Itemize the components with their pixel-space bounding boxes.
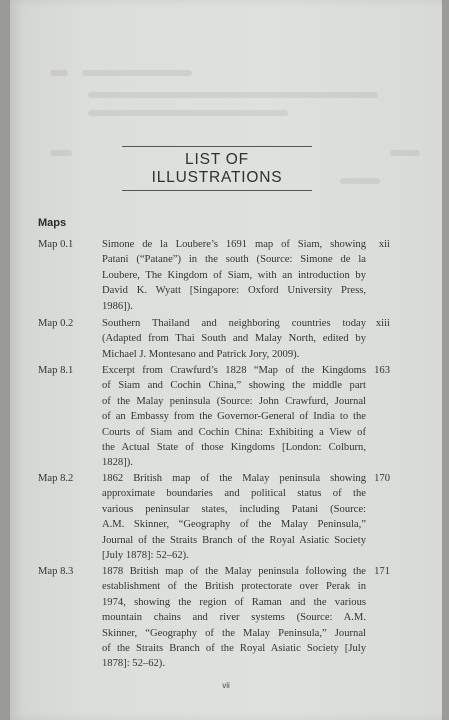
caption-line: Excerpt from Crawfurd’s 1828 “Map of the Kingdoms	[102, 365, 366, 376]
entry-page-number: xii	[378, 239, 390, 250]
caption-line: 1878]: 52–62).	[102, 658, 165, 670]
page-number: vii	[222, 681, 230, 690]
caption-line: (Adapted from Thai South and Malay North, edited by	[102, 333, 366, 345]
caption-line: Courts of Siam and Cochin China: Exhibiting a View of	[102, 426, 366, 438]
entry-label: Map 8.1	[38, 365, 74, 376]
heading-rule-bottom	[122, 190, 312, 191]
entry-label: Map 0.1	[38, 239, 74, 250]
page-title: LIST OF ILLUSTRATIONS	[151, 151, 283, 186]
caption-line: Loubere, The Kingdom of Siam, with an introduction by	[102, 269, 366, 281]
caption-line: 1974, showing the region of Raman and the various	[102, 596, 366, 608]
entry-label: Map 0.2	[38, 318, 74, 329]
list-heading	[122, 146, 312, 191]
entry-page-number: xiii	[375, 318, 390, 329]
caption-line: various peninsular states, including Patani (Source:	[102, 503, 366, 515]
caption-line: establishment of the British protectorate over Perak in	[102, 581, 366, 593]
caption-line: Michael J. Montesano and Patrick Jory, 2009).	[102, 348, 300, 360]
caption-line: Simone de la Loubere’s 1691 map of Siam, showing	[102, 239, 366, 250]
entry-page-number: 170	[374, 473, 390, 484]
entry-page-number: 171	[374, 566, 390, 577]
caption-line: Skinner, “Geography of the Malay Peninsula,” Journal	[102, 627, 366, 639]
caption-line: 1828]).	[102, 457, 133, 469]
caption-line: of an Embassy from the Governor-General of India to the	[102, 411, 366, 423]
caption-line: David K. Wyatt [Singapore: Oxford University Press,	[102, 285, 366, 297]
caption-line: the Actual State of those Kingdoms [London: Colburn,	[102, 442, 366, 454]
caption-line: 1862 British map of the Malay peninsula showing	[102, 473, 366, 484]
caption-line: of Siam and Cochin China,” showing the middle part	[102, 380, 366, 392]
caption-line: A.M. Skinner, “Geography of the Malay Peninsula,”	[102, 519, 366, 531]
caption-line: mountain chains and river systems (Source: A.M.	[102, 612, 366, 624]
caption-line: Southern Thailand and neighboring countries today	[102, 318, 366, 329]
entry-page-number: 163	[374, 365, 390, 376]
caption-line: Patani (“Patane”) in the south (Source: Simone de la	[102, 254, 366, 266]
entry-caption	[102, 471, 366, 563]
caption-line: 1878 British map of the Malay peninsula following the	[102, 566, 366, 577]
caption-line: of the Straits Branch of the Royal Asiatic Society [July	[102, 643, 366, 655]
entry-label: Map 8.2	[38, 473, 74, 484]
entry-caption	[102, 237, 366, 314]
book-page	[10, 0, 442, 720]
entry-label: Map 8.3	[38, 566, 74, 577]
entry-caption	[102, 564, 366, 672]
caption-line: [July 1878]: 52–62).	[102, 550, 189, 562]
caption-line: of the Malay peninsula (Source: John Crawfurd, Journal	[102, 395, 366, 407]
section-heading: Maps	[38, 217, 67, 229]
caption-line: approximate boundaries and political status of the	[102, 488, 366, 500]
caption-line: Journal of the Straits Branch of the Royal Asiatic Society	[102, 534, 366, 546]
entry-caption	[102, 363, 366, 471]
entry-caption	[102, 316, 366, 362]
caption-line: 1986]).	[102, 300, 133, 312]
